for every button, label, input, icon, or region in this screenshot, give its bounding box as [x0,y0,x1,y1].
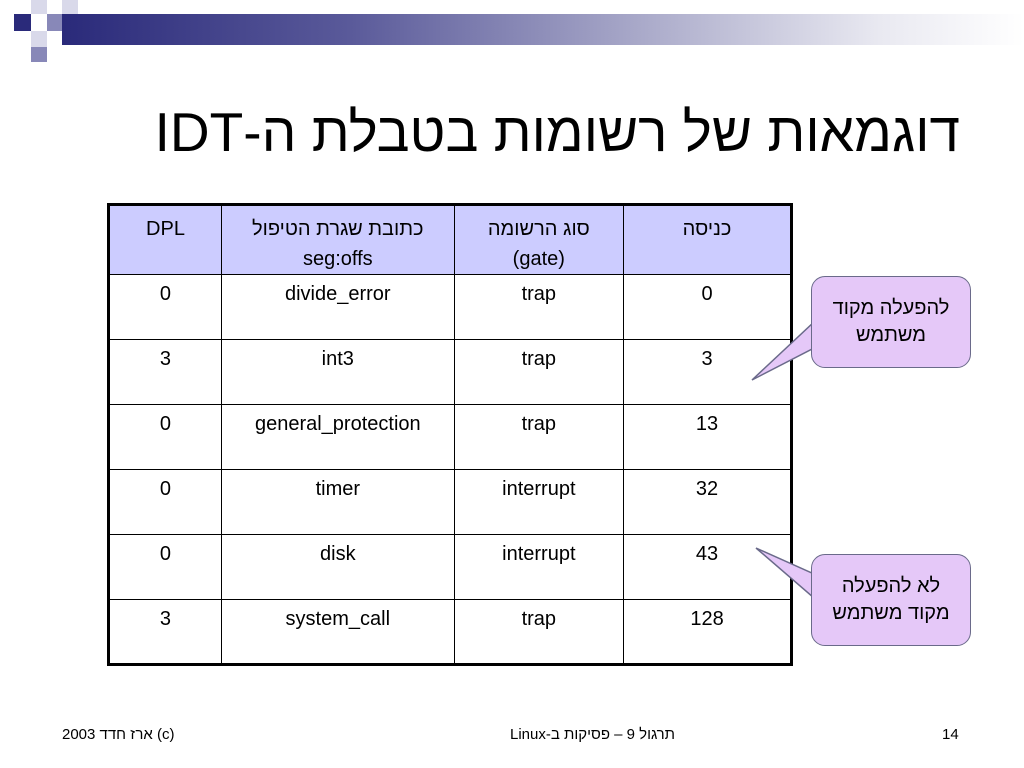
cell-gate-type: trap [454,600,623,665]
cell-entry: 0 [624,275,792,340]
cell-gate-type: interrupt [454,535,623,600]
cell-handler: general_protection [221,405,454,470]
cell-dpl: 3 [109,600,222,665]
cell-gate-type: trap [454,405,623,470]
header-gradient-bar [62,14,1024,45]
table-row [109,405,792,470]
idt-table [107,203,793,666]
footer-copyright: (c) ארז חדד 2003 [62,726,175,743]
table-row [109,275,792,340]
cell-dpl: 0 [109,275,222,340]
corner-square-decoration [31,0,47,14]
slide-title: דוגמאות של רשומות בטבלת ה-IDT [154,101,960,163]
header-handler-address [221,205,454,275]
table-row [109,470,792,535]
header-handler-address-line2: seg:offs [302,248,373,270]
callout-not-user-activatable: לא להפעלה מקוד משתמש [811,554,971,646]
cell-handler: disk [221,535,454,600]
cell-handler: int3 [221,340,454,405]
cell-gate-type: trap [454,275,623,340]
header-gate-type [454,205,623,275]
table-row [109,600,792,665]
cell-entry: 43 [624,535,792,600]
header-dpl: DPL [109,205,222,275]
table-row [109,340,792,405]
cell-dpl: 3 [109,340,222,405]
corner-square-decoration [31,47,47,62]
cell-handler: timer [221,470,454,535]
corner-square-decoration [14,14,31,31]
cell-handler: divide_error [221,275,454,340]
corner-square-decoration [31,31,47,47]
footer-page-number: 14 [942,726,959,743]
cell-dpl: 0 [109,470,222,535]
cell-entry: 32 [624,470,792,535]
cell-dpl: 0 [109,405,222,470]
cell-entry: 3 [624,340,792,405]
cell-handler: system_call [221,600,454,665]
cell-entry: 13 [624,405,792,470]
cell-gate-type: interrupt [454,470,623,535]
table-header-row [109,205,792,275]
cell-dpl: 0 [109,535,222,600]
callout-user-activatable: להפעלה מקוד משתמש [811,276,971,368]
header-gate-type-line2: (gate) [512,248,565,270]
header-gate-type-line1: סוג הרשומה [487,218,590,240]
footer-course-title: תרגול 9 – פסיקות ב-Linux [510,726,675,743]
cell-gate-type: trap [454,340,623,405]
header-entry: כניסה [624,205,792,275]
cell-entry: 128 [624,600,792,665]
header-handler-address-line1: כתובת שגרת הטיפול [252,218,424,240]
table-row [109,535,792,600]
corner-square-decoration [47,14,62,31]
corner-square-decoration [62,0,78,14]
